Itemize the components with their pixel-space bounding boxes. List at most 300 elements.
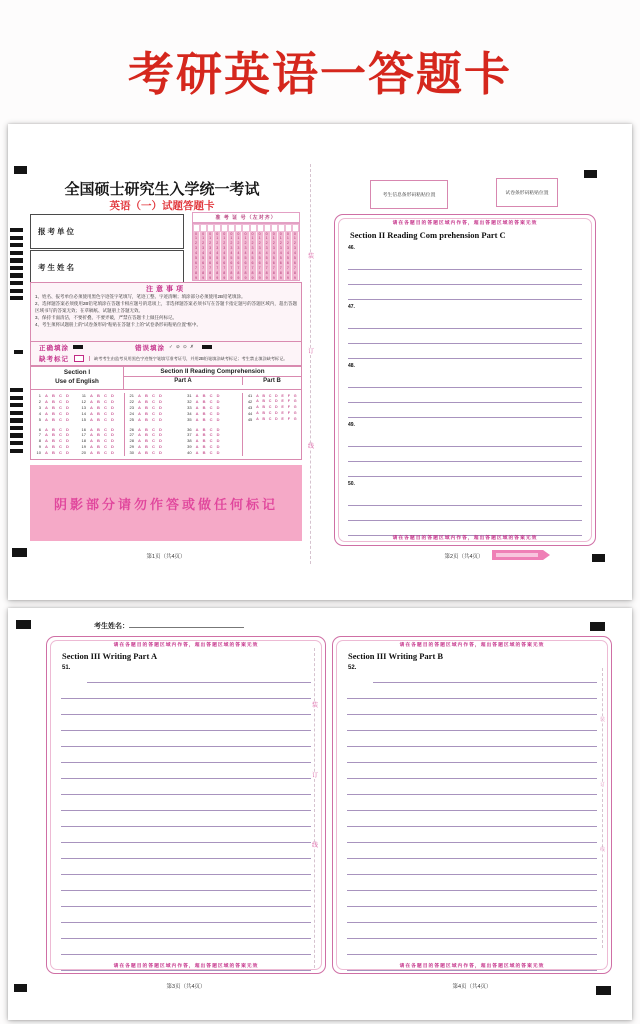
- digit-bubble: 3: [221, 246, 228, 251]
- digit-bubble: 1: [207, 236, 214, 241]
- option-bubble: F: [287, 393, 291, 398]
- question-number: 4: [38, 410, 41, 416]
- option-bubble: C: [268, 405, 272, 410]
- option-bubble: A: [90, 398, 93, 404]
- digit-bubble: 7: [257, 266, 264, 271]
- option-bubble: E: [281, 411, 284, 416]
- exam-title: 全国硕士研究生入学统一考试: [64, 181, 260, 198]
- correct-fill-label: 正确填涂: [39, 344, 69, 352]
- timing-mark: [584, 170, 597, 178]
- answer-area-banner: 请在各题目的答题区域内作答，超出答题区域的答案无效: [392, 536, 538, 541]
- digit-bubble: 0: [257, 232, 264, 237]
- question-number: 6: [38, 426, 41, 432]
- digit-bubble: 3: [278, 246, 285, 251]
- option-bubble: B: [202, 393, 206, 399]
- option-bubble: D: [158, 426, 162, 432]
- option-bubble: B: [262, 399, 266, 404]
- option-bubble: D: [216, 426, 220, 432]
- timing-mark: [14, 984, 27, 992]
- option-bubble: B: [262, 417, 266, 422]
- reading-part-c-box: [334, 214, 596, 546]
- question-number: 43: [247, 404, 253, 410]
- sync-bar: [10, 289, 23, 293]
- digit-bubble: 3: [214, 246, 221, 251]
- option-bubble: B: [97, 432, 100, 438]
- digit-bubble: 7: [292, 266, 299, 271]
- sync-bar: [10, 403, 23, 407]
- ticket-write-row: [193, 224, 299, 232]
- digit-bubble: 0: [221, 232, 228, 237]
- wrong-fill-label: 错误填涂: [135, 344, 165, 352]
- answer-rule-line: [61, 923, 311, 939]
- question-number: 29: [129, 444, 134, 450]
- answer-rule-line: [347, 811, 597, 827]
- timing-mark: [590, 622, 605, 631]
- option-bubble: A: [45, 393, 48, 399]
- option-bubble: A: [195, 444, 199, 450]
- digit-bubble: 2: [264, 241, 271, 246]
- option-bubble: D: [216, 450, 220, 456]
- writing-lines: [61, 667, 311, 971]
- wrong-fill-sample-bar: [202, 345, 212, 349]
- option-bubble: D: [216, 410, 220, 416]
- digit-bubble: 4: [264, 251, 271, 256]
- option-bubble: C: [151, 410, 155, 416]
- digit-bubble: 4: [271, 251, 278, 256]
- sync-bar: [10, 396, 23, 400]
- option-bubble: C: [104, 444, 107, 450]
- digit-bubble: 6: [285, 261, 292, 266]
- option-bubble: B: [97, 450, 100, 456]
- question-number: 32: [187, 398, 192, 404]
- option-bubble: B: [202, 444, 206, 450]
- answer-rule-line: [61, 843, 311, 859]
- digit-bubble: 5: [278, 256, 285, 261]
- answer-rule-line: [347, 907, 597, 923]
- digit-bubble: 3: [242, 246, 249, 251]
- digit-bubble: 1: [242, 236, 249, 241]
- notice-item: 1、姓名、报考单位必须使用黑色字迹签字笔填写，笔迹工整、字迹清晰；填涂部分必须使用2B铅笔填涂。: [35, 294, 246, 299]
- part-b-header: Part B: [263, 378, 281, 384]
- option-bubble: C: [104, 450, 107, 456]
- option-bubble: B: [144, 438, 148, 444]
- option-bubble: D: [216, 404, 220, 410]
- option-bubble: B: [202, 426, 206, 432]
- option-bubble: D: [158, 432, 162, 438]
- ticket-write-cell: [257, 224, 264, 232]
- option-bubble: D: [274, 417, 278, 422]
- digit-bubble: 3: [250, 246, 257, 251]
- answer-rule-line: [348, 388, 582, 403]
- option-bubble: E: [281, 417, 284, 422]
- option-bubble: A: [45, 450, 48, 456]
- answer-rule-line: [347, 859, 597, 875]
- digit-bubble: 1: [278, 236, 285, 241]
- digit-bubble: 8: [221, 271, 228, 276]
- answer-rule-line: [61, 699, 311, 715]
- digit-bubble: 8: [207, 271, 214, 276]
- option-bubble: C: [104, 404, 107, 410]
- option-bubble: F: [287, 405, 291, 410]
- question-row: [184, 450, 242, 456]
- question-number: 34: [187, 410, 192, 416]
- digit-bubble: 6: [228, 261, 235, 266]
- answer-rule-line: [347, 939, 597, 955]
- sync-bar-stack: [10, 388, 23, 456]
- option-bubble: A: [195, 450, 199, 456]
- ticket-write-cell: [200, 224, 207, 232]
- digit-bubble: 6: [193, 261, 200, 266]
- digit-bubble: 4: [193, 251, 200, 256]
- option-bubble: A: [195, 432, 199, 438]
- option-bubble: D: [66, 432, 69, 438]
- option-bubble: C: [268, 417, 272, 422]
- digit-bubble: 0: [214, 232, 221, 237]
- digit-bubble: 3: [292, 246, 299, 251]
- digit-bubble: 1: [264, 236, 271, 241]
- question-number: 23: [129, 404, 134, 410]
- answer-rule-line: [347, 875, 597, 891]
- binding-char: 装: [600, 717, 606, 723]
- digit-bubble: 6: [200, 261, 207, 266]
- option-bubble: C: [268, 399, 272, 404]
- option-bubble: D: [66, 404, 69, 410]
- option-bubble: C: [209, 404, 213, 410]
- digit-bubble: 9: [221, 276, 228, 281]
- option-bubble: C: [59, 432, 62, 438]
- sync-bar: [10, 273, 23, 277]
- sync-bar: [10, 243, 23, 247]
- paper-barcode-box: [496, 178, 558, 207]
- question-number: 30: [129, 450, 134, 456]
- option-bubble: B: [262, 411, 266, 416]
- digit-bubble: 4: [235, 251, 242, 256]
- option-bubble: B: [97, 398, 100, 404]
- option-bubble: D: [66, 438, 69, 444]
- option-bubble: A: [137, 393, 141, 399]
- question-row: [78, 416, 123, 422]
- ticket-write-cell: [193, 224, 200, 232]
- writing-part-b-box: [332, 636, 612, 974]
- digit-bubble: 5: [207, 256, 214, 261]
- binding-line: [310, 164, 321, 564]
- answer-rule-line: [348, 447, 582, 462]
- sync-bar: [10, 449, 23, 453]
- digit-bubble: 1: [285, 236, 292, 241]
- timing-mark: [14, 166, 27, 174]
- answer-rule-line: [348, 491, 582, 506]
- digit-bubble: 9: [200, 276, 207, 281]
- option-bubble: B: [52, 450, 55, 456]
- digit-row: [193, 276, 299, 281]
- option-bubble: F: [287, 399, 291, 404]
- option-bubble: D: [216, 398, 220, 404]
- option-bubble: C: [59, 426, 62, 432]
- ticket-write-cell: [264, 224, 271, 232]
- page-title: 考研英语一答题卡: [128, 48, 512, 100]
- binding-char: 装: [312, 703, 319, 709]
- answer-rule-line: [61, 683, 311, 699]
- option-bubble: G: [293, 417, 297, 422]
- item-number: 48.: [348, 363, 355, 369]
- correct-fill-sample: [73, 345, 83, 349]
- option-bubble: A: [195, 410, 199, 416]
- objective-answer-table: [30, 366, 302, 460]
- question-number: 1: [38, 393, 41, 399]
- digit-bubble: 8: [292, 271, 299, 276]
- option-bubble: C: [209, 398, 213, 404]
- digit-bubble: 4: [278, 251, 285, 256]
- option-bubble: D: [274, 393, 278, 398]
- option-bubble: B: [202, 432, 206, 438]
- timing-mark: [16, 620, 31, 629]
- digit-bubble: 6: [214, 261, 221, 266]
- option-bubble: C: [104, 426, 107, 432]
- option-bubble: A: [45, 410, 48, 416]
- sync-bar: [10, 266, 23, 270]
- digit-bubble: 1: [257, 236, 264, 241]
- digit-bubble: 2: [207, 241, 214, 246]
- option-bubble: D: [216, 444, 220, 450]
- binding-char: 线: [600, 847, 606, 853]
- item-number: 50.: [348, 481, 355, 487]
- option-bubble: E: [281, 405, 284, 410]
- option-bubble: E: [281, 399, 284, 404]
- digit-bubble: 5: [250, 256, 257, 261]
- option-bubble: A: [137, 404, 141, 410]
- answer-rule-line: [61, 859, 311, 875]
- question-row: [244, 416, 301, 422]
- option-bubble: D: [111, 410, 114, 416]
- digit-bubble: 8: [278, 271, 285, 276]
- option-bubble: A: [137, 398, 141, 404]
- digit-bubble: 4: [257, 251, 264, 256]
- option-bubble: C: [268, 411, 272, 416]
- answer-rule-line: [348, 314, 582, 329]
- promo-arrow-tag: [492, 550, 550, 560]
- answer-rule-line: [348, 403, 582, 418]
- binding-char: 订: [600, 782, 606, 788]
- option-bubble: C: [268, 393, 272, 398]
- question-number: 28: [129, 438, 134, 444]
- digit-bubble: 2: [214, 241, 221, 246]
- option-bubble: B: [52, 410, 55, 416]
- question-number: 20: [81, 450, 86, 456]
- answer-rule-line: [61, 811, 311, 827]
- digit-bubble: 6: [271, 261, 278, 266]
- answer-sheet-front: [8, 124, 632, 600]
- option-bubble: C: [209, 438, 213, 444]
- option-bubble: C: [151, 450, 155, 456]
- option-bubble: C: [151, 432, 155, 438]
- digit-bubble: 5: [228, 256, 235, 261]
- digit-bubble: 0: [235, 232, 242, 237]
- digit-bubble: 3: [285, 246, 292, 251]
- option-bubble: D: [66, 426, 69, 432]
- option-bubble: A: [195, 393, 199, 399]
- option-bubble: A: [90, 444, 93, 450]
- digit-bubble: 1: [200, 236, 207, 241]
- option-bubble: C: [151, 404, 155, 410]
- sync-bar: [14, 350, 23, 354]
- digit-bubble: 9: [278, 276, 285, 281]
- option-bubble: A: [137, 416, 141, 422]
- question-number: 35: [187, 416, 192, 422]
- digit-bubble: 4: [285, 251, 292, 256]
- sync-bar: [10, 228, 23, 232]
- field-application-unit: [30, 214, 184, 249]
- question-number: 44: [247, 410, 253, 416]
- absent-mark-note: 缺考考生由监考员用黑色字迹签字笔填写准考证号，并用2B铅笔填涂缺考标记；考生禁止填涂缺考标记。: [89, 356, 301, 361]
- question-row: [126, 416, 184, 422]
- option-bubble: B: [144, 432, 148, 438]
- digit-bubble: 4: [228, 251, 235, 256]
- option-bubble: A: [256, 399, 259, 404]
- translation-item: [348, 304, 582, 363]
- answer-rule-line: [347, 731, 597, 747]
- sync-bar: [10, 281, 23, 285]
- question-row: [184, 416, 242, 422]
- digit-bubble: 1: [228, 236, 235, 241]
- option-bubble: B: [52, 444, 55, 450]
- option-bubble: A: [195, 416, 199, 422]
- question-number: 7: [38, 432, 41, 438]
- part-a-header: Part A: [124, 377, 243, 385]
- option-bubble: A: [45, 432, 48, 438]
- writing-lines: [347, 667, 597, 971]
- digit-bubble: 7: [214, 266, 221, 271]
- option-bubble: D: [158, 393, 162, 399]
- question-number: 36: [187, 426, 192, 432]
- notice-box: [30, 282, 302, 342]
- page4-footer: 第4页（共4页）: [452, 984, 492, 990]
- option-bubble: C: [59, 450, 62, 456]
- digit-bubble: 4: [242, 251, 249, 256]
- option-bubble: B: [202, 438, 206, 444]
- option-bubble: G: [293, 393, 297, 398]
- answer-rule-line: [61, 939, 311, 955]
- item-number: 49.: [348, 422, 355, 428]
- answer-area-banner: 请在各题目的答题区域内作答，超出答题区域的答案无效: [113, 643, 259, 648]
- answer-rule-line: [61, 891, 311, 907]
- digit-bubble: 2: [221, 241, 228, 246]
- digit-bubble: 2: [228, 241, 235, 246]
- digit-bubble: 7: [200, 266, 207, 271]
- translation-item: [348, 481, 582, 540]
- ticket-write-cell: [250, 224, 257, 232]
- option-bubble: B: [202, 404, 206, 410]
- option-bubble: D: [66, 393, 69, 399]
- question-number: 16: [81, 426, 86, 432]
- page2-footer: 第2页（共4页）: [444, 554, 484, 560]
- answer-rule-line: [347, 763, 597, 779]
- card-subtitle: 英语（一）试题答题卡: [109, 200, 215, 212]
- option-bubble: A: [256, 417, 259, 422]
- answer-rule-line: [347, 779, 597, 795]
- digit-bubble: 7: [278, 266, 285, 271]
- option-bubble: F: [287, 411, 291, 416]
- ticket-write-cell: [228, 224, 235, 232]
- option-bubble: A: [137, 432, 141, 438]
- option-bubble: C: [209, 450, 213, 456]
- option-bubble: C: [151, 416, 155, 422]
- digit-bubble: 0: [271, 232, 278, 237]
- sync-bar: [10, 426, 23, 430]
- writing-part-b-heading: Section III Writing Part B: [348, 651, 444, 661]
- option-bubble: C: [59, 416, 62, 422]
- question-number: 14: [81, 410, 86, 416]
- option-bubble: G: [293, 399, 297, 404]
- digit-bubble: 1: [221, 236, 228, 241]
- option-bubble: D: [158, 444, 162, 450]
- question-number: 25: [129, 416, 134, 422]
- digit-bubble: 3: [264, 246, 271, 251]
- option-bubble: A: [137, 450, 141, 456]
- candidate-name-label: 考生姓名：: [94, 623, 129, 630]
- option-bubble: D: [216, 416, 220, 422]
- ticket-write-cell: [235, 224, 242, 232]
- question-number: 40: [187, 450, 192, 456]
- digit-bubble: 2: [193, 241, 200, 246]
- question-number: 8: [38, 438, 41, 444]
- answer-rule-line: [347, 747, 597, 763]
- option-bubble: A: [45, 438, 48, 444]
- option-bubble: G: [293, 411, 297, 416]
- digit-bubble: 9: [285, 276, 292, 281]
- question-number: 11: [81, 393, 86, 399]
- option-bubble: A: [90, 393, 93, 399]
- option-bubble: B: [97, 393, 100, 399]
- option-bubble: D: [111, 393, 114, 399]
- digit-bubble: 2: [292, 241, 299, 246]
- question-number: 12: [81, 398, 86, 404]
- question-number: 15: [81, 416, 86, 422]
- answer-rule-line: [347, 699, 597, 715]
- digit-bubble: 5: [292, 256, 299, 261]
- question-number: 13: [81, 404, 86, 410]
- option-bubble: A: [45, 426, 48, 432]
- option-bubble: A: [90, 432, 93, 438]
- question-number: 37: [187, 432, 192, 438]
- option-bubble: A: [195, 426, 199, 432]
- digit-bubble: 5: [193, 256, 200, 261]
- option-bubble: A: [256, 405, 259, 410]
- option-bubble: B: [52, 426, 55, 432]
- option-bubble: A: [137, 444, 141, 450]
- digit-bubble: 1: [250, 236, 257, 241]
- candidate-barcode-box: [370, 180, 448, 209]
- digit-bubble: 2: [250, 241, 257, 246]
- option-bubble: D: [158, 398, 162, 404]
- digit-bubble: 8: [228, 271, 235, 276]
- option-bubble: A: [90, 450, 93, 456]
- candidate-barcode-label: 考生信息条形码粘贴位置: [382, 193, 436, 198]
- option-bubble: A: [90, 426, 93, 432]
- option-bubble: B: [97, 444, 100, 450]
- answer-rule-line: [347, 843, 597, 859]
- answer-rule-line: [61, 747, 311, 763]
- notice-title: 注意事项: [146, 286, 186, 293]
- option-bubble: A: [195, 398, 199, 404]
- digit-bubble: 9: [250, 276, 257, 281]
- option-bubble: D: [111, 404, 114, 410]
- question-row: [33, 416, 78, 422]
- sync-bar: [10, 251, 23, 255]
- option-bubble: C: [151, 393, 155, 399]
- option-bubble: B: [52, 432, 55, 438]
- digit-bubble: 7: [242, 266, 249, 271]
- digit-bubble: 6: [292, 261, 299, 266]
